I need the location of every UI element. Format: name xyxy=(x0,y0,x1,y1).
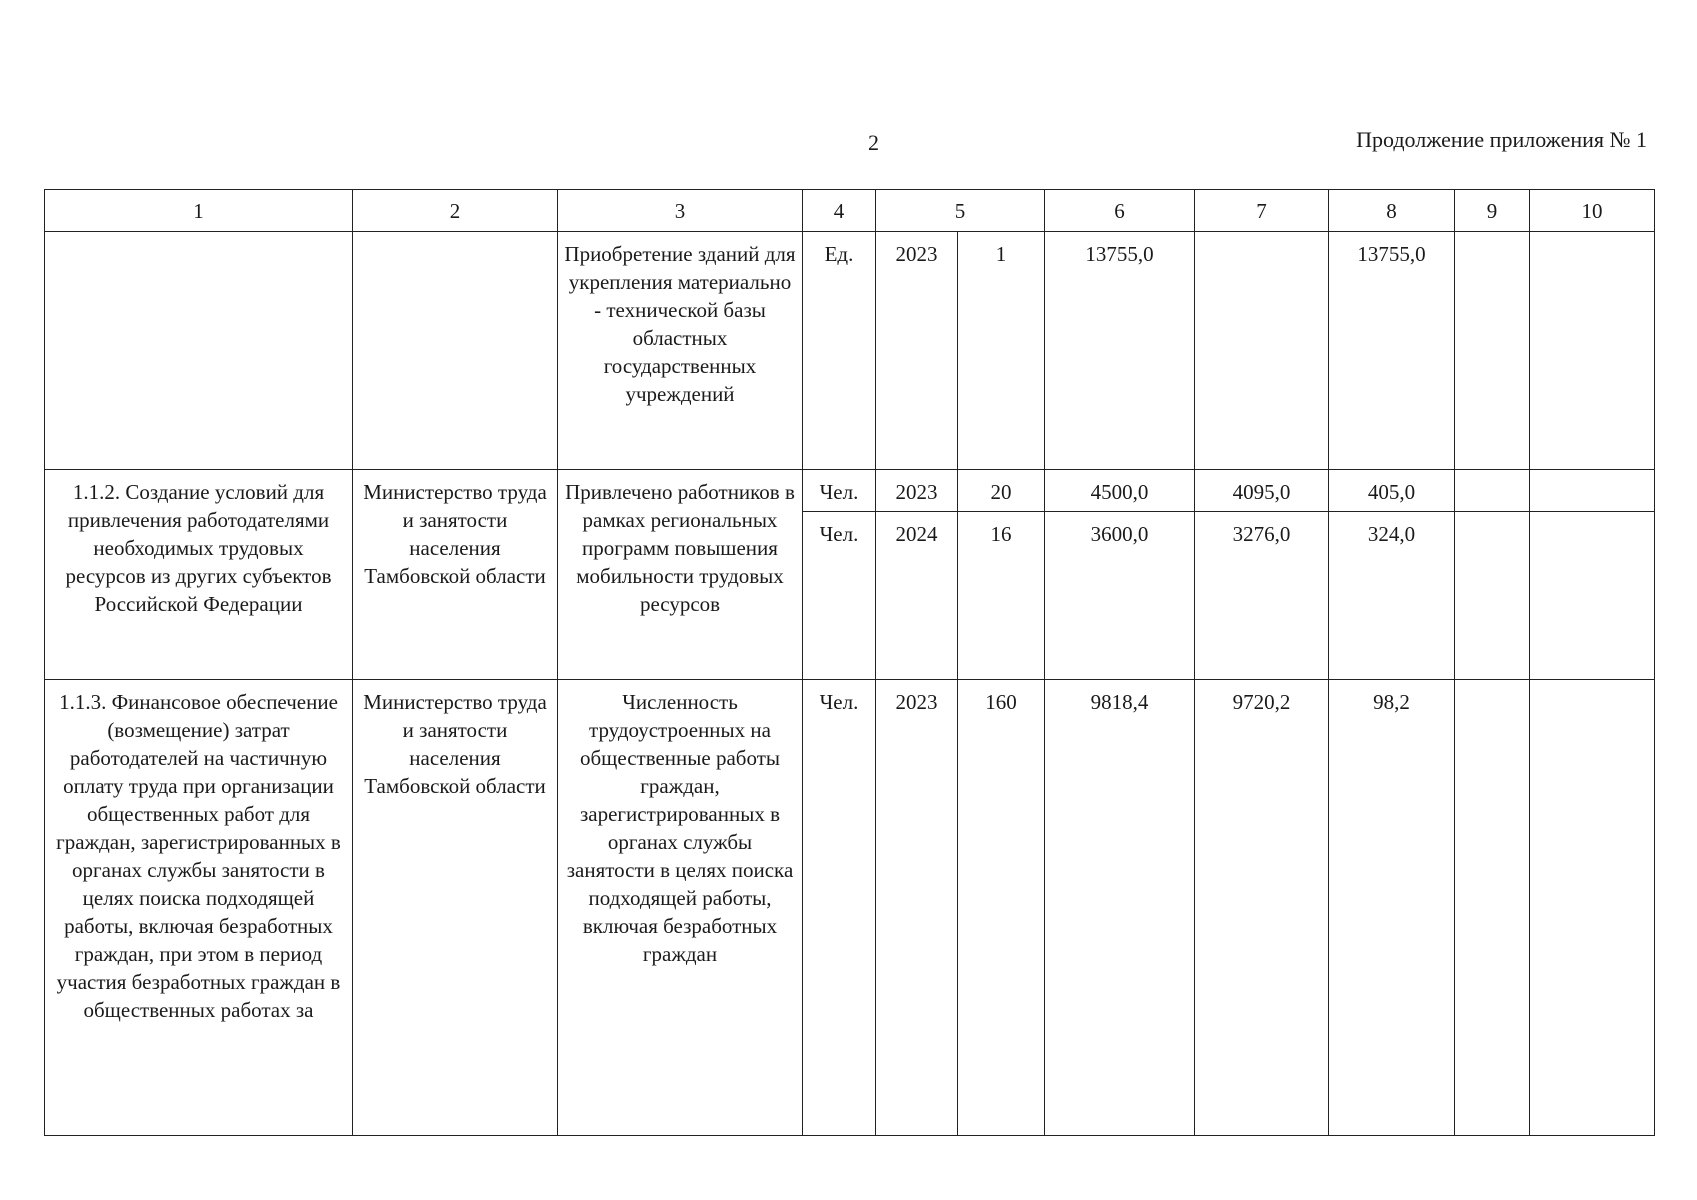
column-header: 6 xyxy=(1045,190,1195,232)
col9-cell xyxy=(1455,680,1530,1136)
regional-budget-cell: 405,0 xyxy=(1329,470,1455,512)
federal-budget-cell: 9720,2 xyxy=(1195,680,1329,1136)
column-header: 2 xyxy=(353,190,558,232)
indicator-cell: Привлечено работников в рамках региональных программ повышения мобильности трудовых ресурсов xyxy=(558,470,803,680)
column-header: 9 xyxy=(1455,190,1530,232)
total-cell: 9818,4 xyxy=(1045,680,1195,1136)
column-header: 3 xyxy=(558,190,803,232)
col10-cell xyxy=(1530,680,1655,1136)
executor-cell: Министерство труда и занятости населения Тамбовской области xyxy=(353,680,558,1136)
quantity-cell: 16 xyxy=(958,512,1045,680)
column-header: 7 xyxy=(1195,190,1329,232)
column-header: 8 xyxy=(1329,190,1455,232)
page-number: 2 xyxy=(868,130,879,155)
regional-budget-cell: 98,2 xyxy=(1329,680,1455,1136)
federal-budget-cell xyxy=(1195,232,1329,470)
regional-budget-cell: 13755,0 xyxy=(1329,232,1455,470)
unit-cell: Чел. xyxy=(803,470,876,512)
activity-cell xyxy=(45,232,353,470)
appendix-table xyxy=(44,189,1655,1136)
unit-cell: Чел. xyxy=(803,680,876,1136)
header-row xyxy=(45,190,1655,232)
table-row xyxy=(45,470,1655,512)
col10-cell xyxy=(1530,512,1655,680)
column-header: 5 xyxy=(876,190,1045,232)
indicator-cell: Приобретение зданий для укрепления материально - технической базы областных государственных учреждений xyxy=(558,232,803,470)
indicator-cell: Численность трудоустроенных на общественные работы граждан, зарегистрированных в органах службы занятости в целях поиска подходящей работы, включая безработных граждан xyxy=(558,680,803,1136)
quantity-cell: 1 xyxy=(958,232,1045,470)
total-cell: 13755,0 xyxy=(1045,232,1195,470)
column-header: 1 xyxy=(45,190,353,232)
year-cell: 2024 xyxy=(876,512,958,680)
total-cell: 4500,0 xyxy=(1045,470,1195,512)
activity-cell: 1.1.3. Финансовое обеспечение (возмещение) затрат работодателей на частичную оплату труда при организации общественных работ для граждан, зарегистрированных в органах службы занятости в целях поиска подходящей работы, включая безработных граждан, при этом в период участия безработных граждан в общественных работах за xyxy=(45,680,353,1136)
col10-cell xyxy=(1530,232,1655,470)
total-cell: 3600,0 xyxy=(1045,512,1195,680)
table-row xyxy=(45,232,1655,470)
regional-budget-cell: 324,0 xyxy=(1329,512,1455,680)
year-cell: 2023 xyxy=(876,470,958,512)
federal-budget-cell: 3276,0 xyxy=(1195,512,1329,680)
federal-budget-cell: 4095,0 xyxy=(1195,470,1329,512)
year-cell: 2023 xyxy=(876,232,958,470)
quantity-cell: 160 xyxy=(958,680,1045,1136)
table-row xyxy=(45,680,1655,1136)
col9-cell xyxy=(1455,470,1530,512)
col9-cell xyxy=(1455,512,1530,680)
appendix-continuation-label: Продолжение приложения № 1 xyxy=(1356,127,1647,152)
year-cell: 2023 xyxy=(876,680,958,1136)
col9-cell xyxy=(1455,232,1530,470)
column-header: 10 xyxy=(1530,190,1655,232)
col10-cell xyxy=(1530,470,1655,512)
activity-cell: 1.1.2. Создание условий для привлечения работодателями необходимых трудовых ресурсов из других субъектов Российской Федерации xyxy=(45,470,353,680)
column-header: 4 xyxy=(803,190,876,232)
unit-cell: Ед. xyxy=(803,232,876,470)
quantity-cell: 20 xyxy=(958,470,1045,512)
executor-cell xyxy=(353,232,558,470)
executor-cell: Министерство труда и занятости населения Тамбовской области xyxy=(353,470,558,680)
unit-cell: Чел. xyxy=(803,512,876,680)
